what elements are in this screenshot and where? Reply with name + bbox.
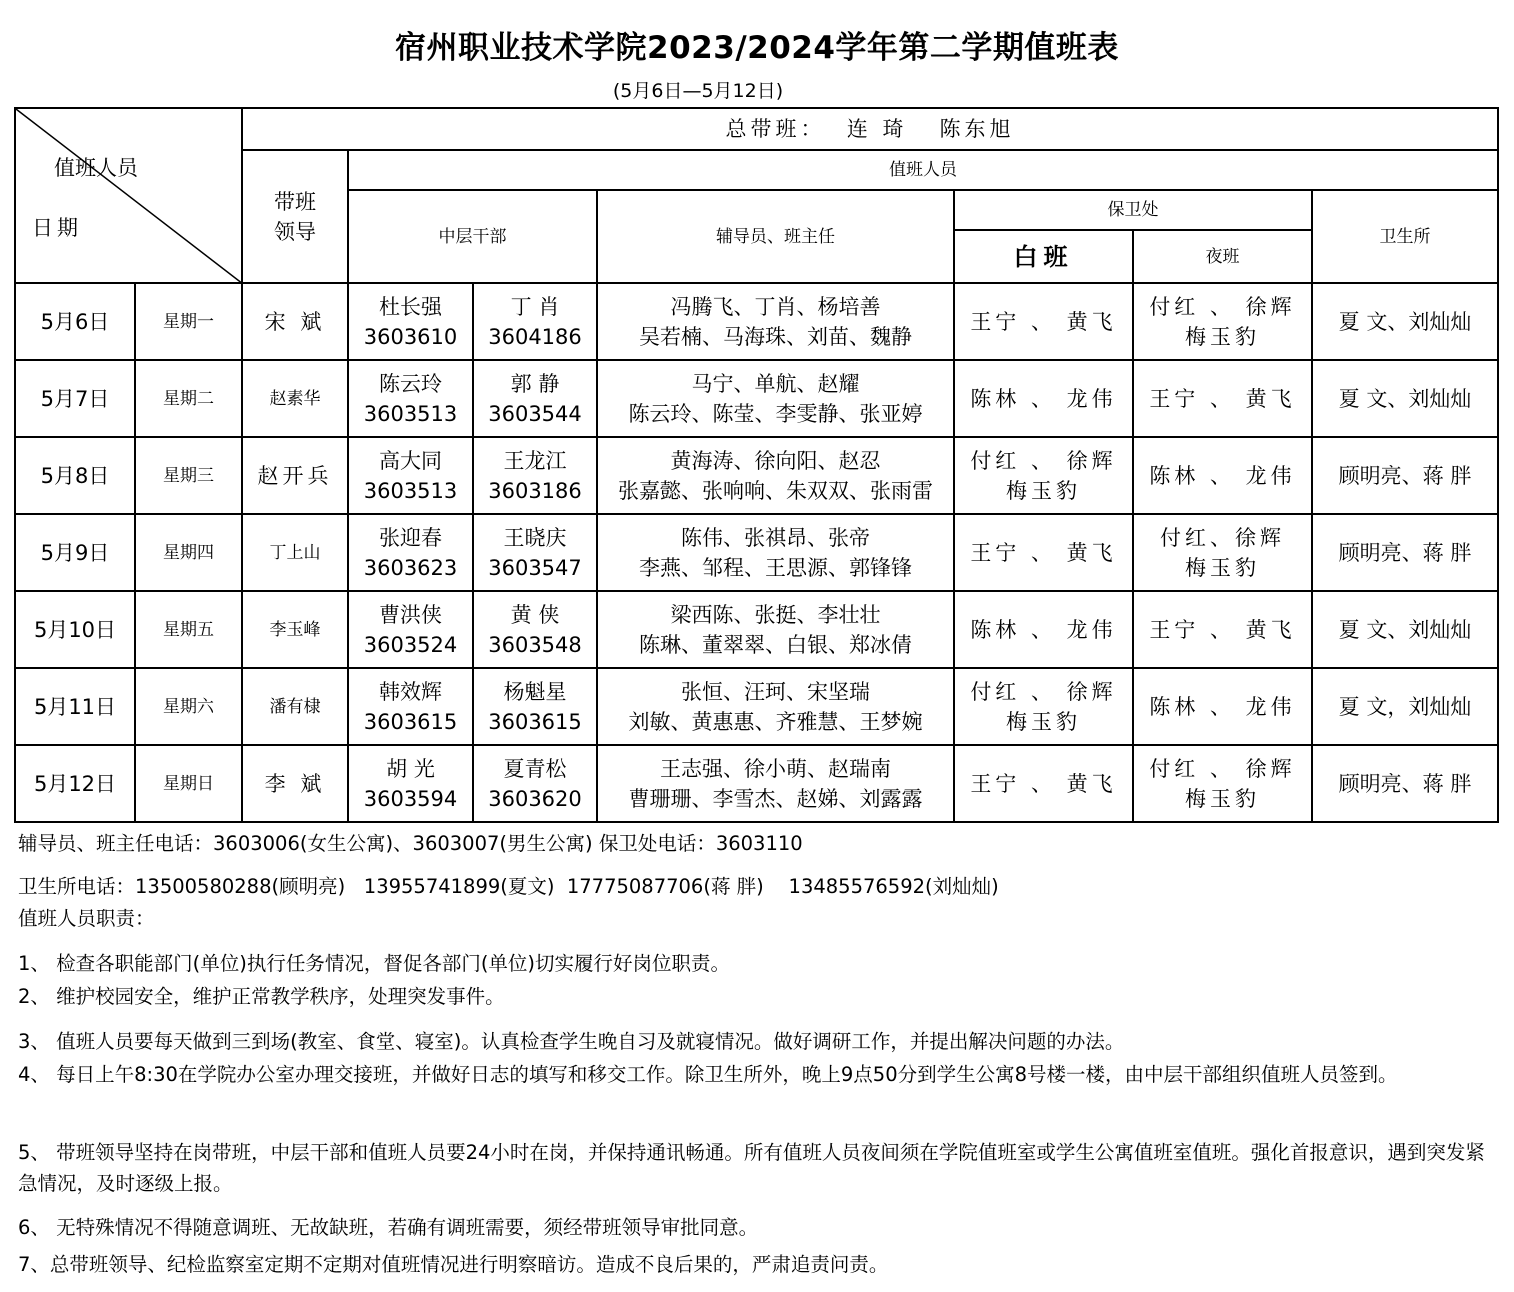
phones-line-1: 辅导员、班主任电话：3603006(女生公寓)、3603007(男生公寓) 保卫处电话：3603110: [18, 832, 803, 855]
cadre-cell: 杨魁星 3603615: [473, 668, 597, 745]
night-shift-cell: 陈林 、 龙伟: [1133, 437, 1312, 514]
night-shift-cell: 王宁 、 黄飞: [1133, 360, 1312, 437]
leader-cell: 丁上山: [242, 514, 348, 591]
duties-title: 值班人员职责：: [18, 907, 155, 930]
clinic-cell: 夏 文、刘灿灿: [1312, 591, 1498, 668]
corner-label-date: 日期: [32, 216, 82, 240]
date-cell: 5月7日: [15, 360, 135, 437]
duty-table: [14, 107, 1499, 823]
clinic-cell: 顾明亮、蒋 胖: [1312, 514, 1498, 591]
counselor-cell: 张恒、汪珂、宋坚瑞 刘敏、黄惠惠、齐雅慧、王梦婉: [597, 668, 954, 745]
night-shift-header: 夜班: [1133, 230, 1312, 283]
corner-label-staff: 值班人员: [54, 156, 138, 180]
table-row: [15, 437, 1498, 514]
duty-item-6: 6、 无特殊情况不得随意调班、无故缺班，若确有调班需要，须经带班领导审批同意。: [18, 1216, 759, 1239]
duty-item-4: 4、 每日上午8:30在学院办公室办理交接班，并做好日志的填写和移交工作。除卫生所外，晚上9点50分到学生公寓8号楼一楼，由中层干部组织值班人员签到。: [18, 1063, 1398, 1086]
day-shift-cell: 付红 、 徐辉 梅玉豹: [954, 668, 1133, 745]
security-header: 保卫处: [954, 190, 1312, 230]
day-shift-cell: 陈林 、 龙伟: [954, 591, 1133, 668]
cadre-cell: 张迎春 3603623: [348, 514, 473, 591]
cadre-cell: 王晓庆 3603547: [473, 514, 597, 591]
weekday-cell: 星期五: [135, 591, 242, 668]
cadre-cell: 郭 静 3603544: [473, 360, 597, 437]
counselor-cell: 梁西陈、张挺、李壮壮 陈琳、董翠翠、白银、郑冰倩: [597, 591, 954, 668]
clinic-cell: 夏 文，刘灿灿: [1312, 668, 1498, 745]
night-shift-cell: 付红 、 徐辉 梅玉豹: [1133, 283, 1312, 360]
table-row: [15, 360, 1498, 437]
date-cell: 5月6日: [15, 283, 135, 360]
day-shift-cell: 王宁 、 黄飞: [954, 514, 1133, 591]
day-shift-cell: 陈林 、 龙伟: [954, 360, 1133, 437]
corner-header-cell: [15, 108, 242, 283]
cadre-cell: 夏青松 3603620: [473, 745, 597, 822]
general-duty-header: 总带班： 连 琦 陈东旭: [242, 108, 1498, 150]
cadre-cell: 杜长强 3603610: [348, 283, 473, 360]
weekday-cell: 星期二: [135, 360, 242, 437]
middle-cadre-header: 中层干部: [348, 190, 597, 283]
page-title: 宿州职业技术学院2023/2024学年第二学期值班表: [395, 30, 1119, 66]
clinic-cell: 顾明亮、蒋 胖: [1312, 437, 1498, 514]
day-shift-cell: 王宁 、 黄飞: [954, 745, 1133, 822]
duty-staff-header: 值班人员: [348, 150, 1498, 190]
counselor-cell: 冯腾飞、丁肖、杨培善 吴若楠、马海珠、刘苗、魏静: [597, 283, 954, 360]
cadre-cell: 曹洪侠 3603524: [348, 591, 473, 668]
table-row: [15, 283, 1498, 360]
table-row: [15, 591, 1498, 668]
night-shift-cell: 王宁 、 黄飞: [1133, 591, 1312, 668]
day-shift-header: 白班: [954, 230, 1133, 283]
leader-cell: 李玉峰: [242, 591, 348, 668]
cadre-cell: 丁 肖 3604186: [473, 283, 597, 360]
date-cell: 5月9日: [15, 514, 135, 591]
leader-header: 带班 领导: [242, 150, 348, 283]
duty-item-7: 7、总带班领导、纪检监察室定期不定期对值班情况进行明察暗访。造成不良后果的，严肃追责问责。: [18, 1253, 889, 1276]
date-cell: 5月12日: [15, 745, 135, 822]
day-shift-cell: 王宁 、 黄飞: [954, 283, 1133, 360]
duty-item-5: 5、 带班领导坚持在岗带班，中层干部和值班人员要24小时在岗，并保持通讯畅通。所有值班人员夜间须在学院值班室或学生公寓值班室值班。强化首报意识，遇到突发紧急情况，及时逐级上报。: [18, 1141, 1485, 1195]
clinic-header: 卫生所: [1312, 190, 1498, 283]
day-shift-cell: 付红 、 徐辉 梅玉豹: [954, 437, 1133, 514]
cadre-cell: 黄 侠 3603548: [473, 591, 597, 668]
weekday-cell: 星期四: [135, 514, 242, 591]
weekday-cell: 星期日: [135, 745, 242, 822]
counselor-cell: 陈伟、张祺昂、张帝 李燕、邹程、王思源、郭锋锋: [597, 514, 954, 591]
weekday-cell: 星期六: [135, 668, 242, 745]
cadre-cell: 陈云玲 3603513: [348, 360, 473, 437]
cadre-cell: 胡 光 3603594: [348, 745, 473, 822]
table-row: [15, 514, 1498, 591]
date-cell: 5月10日: [15, 591, 135, 668]
night-shift-cell: 付红、徐辉 梅玉豹: [1133, 514, 1312, 591]
leader-cell: 赵素华: [242, 360, 348, 437]
clinic-cell: 顾明亮、蒋 胖: [1312, 745, 1498, 822]
diagonal-line: [16, 109, 242, 283]
counselor-cell: 王志强、徐小萌、赵瑞南 曹珊珊、李雪杰、赵娣、刘露露: [597, 745, 954, 822]
date-range: (5月6日—5月12日): [612, 80, 784, 102]
leader-cell: 赵开兵: [242, 437, 348, 514]
counselor-cell: 马宁、单航、赵耀 陈云玲、陈莹、李雯静、张亚婷: [597, 360, 954, 437]
leader-cell: 李 斌: [242, 745, 348, 822]
clinic-cell: 夏 文、刘灿灿: [1312, 360, 1498, 437]
duty-item-3: 3、 值班人员要每天做到三到场(教室、食堂、寝室)。认真检查学生晚自习及就寝情况。做好调研工作，并提出解决问题的办法。: [18, 1030, 1125, 1053]
date-cell: 5月8日: [15, 437, 135, 514]
clinic-cell: 夏 文、刘灿灿: [1312, 283, 1498, 360]
leader-cell: 宋 斌: [242, 283, 348, 360]
table-row: [15, 745, 1498, 822]
cadre-cell: 高大同 3603513: [348, 437, 473, 514]
cadre-cell: 韩效辉 3603615: [348, 668, 473, 745]
phones-line-2: 卫生所电话：13500580288(顾明亮) 13955741899(夏文) 17775087706(蒋 胖) 13485576592(刘灿灿): [18, 875, 999, 898]
leader-cell: 潘有棣: [242, 668, 348, 745]
date-cell: 5月11日: [15, 668, 135, 745]
night-shift-cell: 付红 、 徐辉 梅玉豹: [1133, 745, 1312, 822]
counselor-header: 辅导员、班主任: [597, 190, 954, 283]
weekday-cell: 星期三: [135, 437, 242, 514]
duty-item-2: 2、 维护校园安全，维护正常教学秩序，处理突发事件。: [18, 985, 505, 1008]
weekday-cell: 星期一: [135, 283, 242, 360]
duty-item-1: 1、 检查各职能部门(单位)执行任务情况，督促各部门(单位)切实履行好岗位职责。: [18, 952, 731, 975]
counselor-cell: 黄海涛、徐向阳、赵忍 张嘉懿、张响响、朱双双、张雨雷: [597, 437, 954, 514]
night-shift-cell: 陈林 、 龙伟: [1133, 668, 1312, 745]
cadre-cell: 王龙江 3603186: [473, 437, 597, 514]
table-row: [15, 668, 1498, 745]
